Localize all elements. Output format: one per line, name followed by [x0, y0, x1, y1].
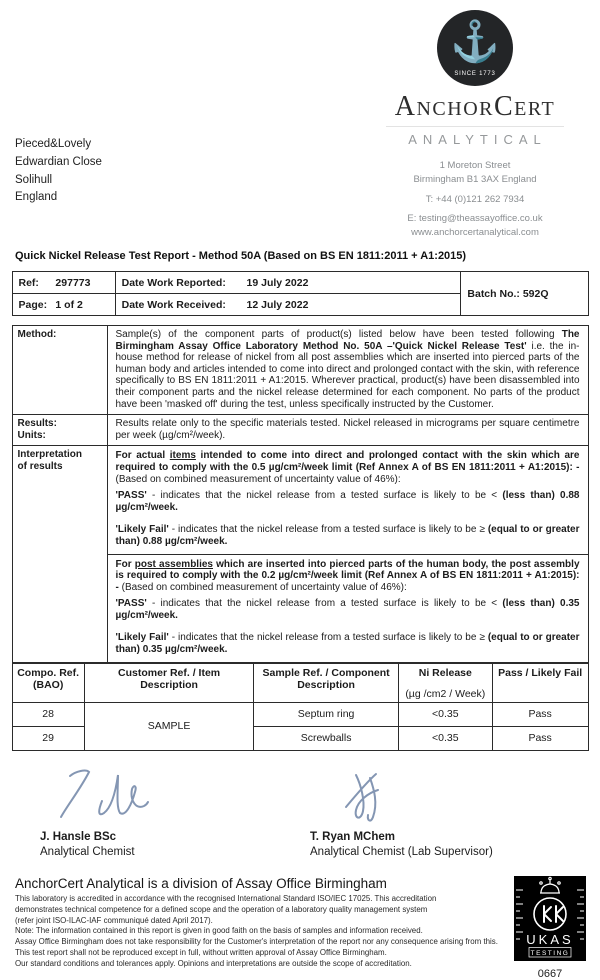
batch-label: Batch No.: [467, 287, 520, 300]
table-row [12, 702, 588, 726]
result-cell: Pass [492, 702, 588, 726]
brand-divider [386, 126, 564, 127]
date-reported-value: 19 July 2022 [246, 276, 309, 289]
header-compo-ref [12, 663, 84, 702]
header-sample-ref [254, 663, 398, 702]
supervisor-role: Analytical Chemist (Lab Supervisor) [310, 845, 493, 858]
footer-line: Assay Office Birmingham does not take responsibility for the Customer's interpretation of the report nor any consequence arising from this. [15, 937, 498, 947]
signature-section [15, 763, 585, 860]
header-sample-line2: Description [297, 678, 355, 691]
customer-address-line: England [15, 191, 58, 204]
anchor-icon: ⚓ [450, 20, 500, 64]
footer-text-block [15, 876, 510, 980]
footer-line: This test report shall not be reproduced except in full, without written approval of Assay Office Birmingham. [15, 948, 387, 958]
compo-ref-cell: 29 [12, 726, 84, 750]
lab-website: www.anchorcertanalytical.com [411, 227, 539, 238]
supervisor-name: T. Ryan MChem [310, 830, 395, 843]
results-label-line: Results: [17, 418, 57, 430]
ni-release-cell: <0.35 [398, 702, 492, 726]
report-title: Quick Nickel Release Test Report - Method 50A (Based on BS EN 1811:2011 + A1:2015) [15, 250, 467, 262]
footer-line: This laboratory is accredited in accordance with the recognised International Standard ISO/IEC 17025. This accreditation [15, 893, 437, 903]
header-sample-line1: Sample Ref. / Component [262, 666, 390, 679]
footer-line: (refer joint ISO-ILAC-IAF communiqué dated April 2017). [15, 915, 213, 925]
page-cell [12, 294, 115, 316]
ref-label: Ref: [18, 276, 39, 289]
component-cell: Screwballs [254, 726, 398, 750]
page-value: 1 of 2 [55, 298, 83, 311]
interpretation-items-box [108, 446, 588, 553]
anchorcert-logo [437, 10, 513, 86]
header-pass-fail: Pass / Likely Fail [492, 663, 588, 702]
lab-address-line2: Birmingham B1 3AX England [413, 174, 537, 186]
reference-table [12, 271, 589, 316]
results-units-label [12, 415, 107, 446]
items-limit-paragraph: For actual items intended to come into direct and prolonged contact with the skin which are required to comply with the 0.5 µg/cm²/week limit (Ref Annex A of BS EN 1811:2011 + A1:2015): - (Based on combined measurement of uncertainty value of 46%): [115, 450, 580, 485]
results-table [12, 663, 589, 751]
results-units-row [12, 415, 588, 446]
signature-block-supervisor [310, 763, 493, 860]
svg-text:TESTING: TESTING [530, 949, 570, 957]
footer-line: Our standard conditions and tolerances apply. Opinions and interpretations are outside the scope of accreditation. [15, 959, 412, 969]
date-reported-cell [115, 272, 461, 294]
brand-wordmark-sub: ANALYTICAL [408, 132, 547, 147]
method-text: Sample(s) of the component parts of product(s) listed below have been tested following The Birmingham Assay Office Laboratory Method No. 50A –'Quick Nickel Release Test' i.e. the in-house method for release of nickel from all post assemblies which are inserted into pierced parts of the human body and articles intended to come into direct and prolonged contact with the skin, with reference specifically to BS EN 1811:2011 + A1:2015. Wherever practical, product(s) have been disassembled into their component parts and the nickel release determined for each component. No parts of the product have been 'masked off' during the test, unless specifically instructed by the Customer. [107, 326, 588, 415]
ref-value: 297773 [55, 276, 91, 289]
interpretation-label [12, 446, 107, 662]
customer-ref-cell: SAMPLE [84, 702, 254, 750]
svg-text:UKAS: UKAS [526, 931, 574, 947]
date-reported-label: Date Work Reported: [121, 276, 226, 289]
ukas-accreditation [510, 876, 590, 980]
ref-row [12, 272, 588, 294]
report-footer [15, 876, 590, 980]
lab-contact-info [356, 159, 594, 240]
date-received-cell [115, 294, 461, 316]
header-ni-units: (µg /cm2 / Week) [405, 687, 486, 700]
interpretation-row [12, 446, 588, 662]
component-cell: Septum ring [254, 702, 398, 726]
posts-fail-paragraph: 'Likely Fail' - indicates that the nickel release from a tested surface is likely to be ≥ (equal to or greater than) 0.35 µg/cm²/week. [115, 632, 580, 656]
interpretation-label-line2: of results [17, 460, 63, 472]
header-ni-line1: Ni Release [418, 666, 472, 679]
customer-address-line: Solihull [15, 173, 53, 186]
header-compo-line1: Compo. Ref. [17, 666, 80, 679]
method-row [12, 326, 588, 415]
ukas-testing-logo [514, 876, 586, 961]
compo-ref-cell: 28 [12, 702, 84, 726]
date-received-label: Date Work Received: [121, 298, 226, 311]
items-pass-paragraph: 'PASS' - indicates that the nickel release from a tested surface is likely to be < (less than) 0.88 µg/cm²/week. [115, 490, 580, 513]
ref-cell [12, 272, 115, 294]
method-label: Method: [12, 326, 107, 415]
customer-address-line: Pieced&Lovely [15, 138, 92, 150]
info-table [12, 325, 589, 663]
items-fail-paragraph: 'Likely Fail' - indicates that the nickel release from a tested surface is likely to be ≥ (equal to or greater than) 0.88 µg/cm²/week. [115, 524, 580, 547]
results-header-row [12, 663, 588, 702]
result-cell: Pass [492, 726, 588, 750]
analyst-role: Analytical Chemist [40, 845, 135, 858]
header-compo-line2: (BAO) [32, 678, 64, 691]
lab-phone: T: +44 (0)121 262 7934 [425, 193, 525, 205]
units-label-line: Units: [17, 429, 46, 441]
signature-block-analyst [40, 763, 295, 860]
lab-address-line1: 1 Moreton Street [439, 160, 511, 171]
footer-heading: AnchorCert Analytical is a division of Assay Office Birmingham [15, 875, 387, 891]
date-received-value: 12 July 2022 [246, 298, 309, 311]
footer-line: Note: The information contained in this report is given in good faith on the basis of samples and information received. [15, 926, 423, 936]
footer-line: demonstrates technical competence for a defined scope and the operation of a laboratory quality management system [15, 904, 428, 914]
customer-address-line: Edwardian Close [15, 155, 102, 168]
posts-pass-paragraph: 'PASS' - indicates that the nickel release from a tested surface is likely to be < (less than) 0.35 µg/cm²/week. [115, 598, 580, 621]
report-header [0, 0, 600, 244]
results-units-text: Results relate only to the specific materials tested. Nickel released in micrograms per square centimetre per week (µg/cm²/week). [107, 415, 588, 446]
header-ni-release [398, 663, 492, 702]
ukas-number: 0667 [537, 967, 563, 980]
analyst-name: J. Hansle BSc [40, 830, 117, 843]
interpretation-posts-box [108, 554, 588, 662]
anchorcert-brand-block [356, 10, 594, 240]
lab-email: E: testing@theassayoffice.co.uk [407, 212, 543, 224]
logo-since-text: SINCE 1773 [454, 71, 496, 77]
ni-release-cell: <0.35 [398, 726, 492, 750]
posts-limit-paragraph: For post assemblies which are inserted into pierced parts of the human body, the post assembly is required to comply with the 0.2 µg/cm²/week limit (Ref Annex A of BS EN 1811:2011 + A1:2015): - (Based on combined measurement of uncertainty value of 46%): [115, 558, 580, 593]
supervisor-signature-scribble [310, 763, 420, 825]
interpretation-label-line1: Interpretation [17, 449, 82, 461]
interpretation-content [107, 446, 588, 662]
page-label: Page: [18, 298, 48, 311]
analyst-signature-scribble [40, 763, 160, 825]
brand-wordmark: AnchorCert [394, 91, 556, 122]
footer-disclaimer [15, 894, 502, 970]
batch-value: 592Q [522, 287, 549, 300]
customer-address [15, 136, 102, 207]
batch-cell [461, 272, 588, 316]
header-customer-ref: Customer Ref. / Item Description [84, 663, 254, 702]
